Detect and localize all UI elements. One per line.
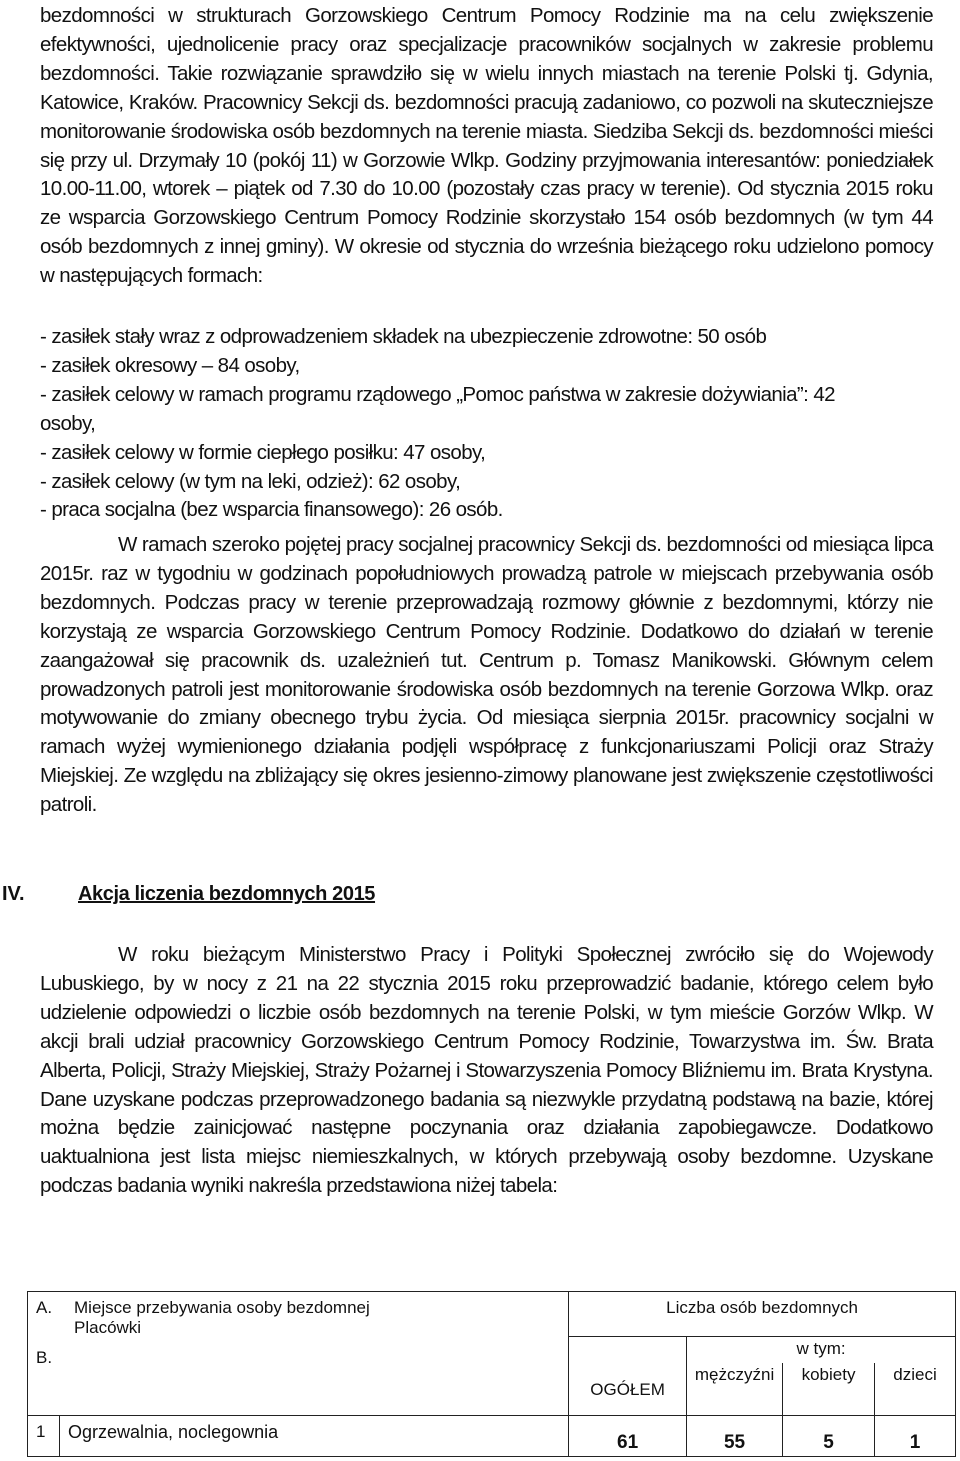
paragraph-patrols-text: W ramach szeroko pojętej pracy socjalnej pracownicy Sekcji ds. bezdomności od miesiąca lipca 2015r. raz w tygodniu w godzinach popołudniowych prowadzą patrole w miejscach przebywania osób bezdomnych. Podczas pracy w terenie przeprowadzają rozmowy głównie z bezdomnymi, którzy nie korzystają ze wsparcia Gorzowskiego Centrum Pomocy Rodzinie. Dodatkowo do działań w terenie zaangażował się pracownik ds. uzależnień tut. Centrum p. Tomasz Manikowski. Głównym celem prowadzonych patroli jest monitorowanie środowiska osób bezdomnych na terenie Gorzowa Wlkp. oraz motywowanie do zmiany obecnego trybu życia. Od miesiąca sierpnia 2015r. pracownicy socjalni w ramach wyżej wymienionego działania podjęli współpracę z funkcjonariuszami Policji oraz Straży Miejskiej. Ze względu na zbliżający się okres jesienno-zimowy planowane jest zwiększenie częstotliwości patroli. [40, 533, 933, 817]
place-header-cell [28, 1292, 569, 1416]
table-row [28, 1416, 956, 1457]
section-title: Akcja liczenia bezdomnych 2015 [78, 883, 376, 905]
place-header-line-2: Placówki [74, 1318, 142, 1337]
col-women-header: kobiety [783, 1363, 875, 1416]
list-item: - zasiłek okresowy – 84 osoby, [40, 353, 300, 377]
women-value: 5 [783, 1416, 875, 1457]
col-total-header: OGÓŁEM [569, 1337, 687, 1416]
homeless-count-table [27, 1291, 956, 1457]
place-header [74, 1298, 474, 1338]
table-mark-b: B. [36, 1348, 53, 1367]
table-header-row [28, 1292, 956, 1337]
col-children-header: dzieci [875, 1363, 956, 1416]
place-header-line-1: Miejsce przebywania osoby bezdomnej [74, 1298, 370, 1317]
list-item: - zasiłek celowy w ramach programu rządowego „Pomoc państwa w zakresie dożywiania”: 42 [40, 382, 835, 406]
row-number: 1 [36, 1422, 46, 1441]
paragraph-section-intro: bezdomności w strukturach Gorzowskiego Centrum Pomocy Rodzinie ma na celu zwiększenie efektywności, ujednolicenie pracy oraz specjalizacje pracowników socjalnych w zakresie problemu bezdomności. Takie rozwiązanie sprawdziło się w wielu innych miastach na terenie Polski tj. Gdynia, Katowice, Kraków. Pracownicy Sekcji ds. bezdomności pracują zadaniowo, co pozwoli na skuteczniejsze monitorowanie środowiska osób bezdomnych na terenie miasta. Siedziba Sekcji ds. bezdomności mieści się przy ul. Drzymały 10 (pokój 11) w Gorzowie Wlkp. Godziny przyjmowania interesantów: poniedziałek 10.00-11.00, wtorek – piątek od 7.30 do 10.00 (pozostały czas pracy w terenie). Od stycznia 2015 roku ze wsparcia Gorzowskiego Centrum Pomocy Rodzinie skorzystało 154 osób bezdomnych (w tym 44 osób bezdomnych z innej gminy). W okresie od stycznia do września bieżącego roku udzielono pomocy w następujących formach: [40, 4, 933, 288]
place-name: Ogrzewalnia, noclegownia [68, 1422, 279, 1442]
men-value: 55 [687, 1416, 783, 1457]
total-value: 61 [569, 1416, 687, 1457]
assistance-list [40, 323, 933, 525]
paragraph-homeless-count [40, 941, 933, 1201]
list-item: - zasiłek celowy (w tym na leki, odzież): 62 osoby, [40, 469, 461, 493]
section-number: IV. [2, 883, 25, 905]
list-item: - praca socjalna (bez wsparcia finansowego): 26 osób. [40, 498, 503, 522]
list-item: - zasiłek stały wraz z odprowadzeniem składek na ubezpieczenie zdrowotne: 50 osób [40, 325, 767, 348]
list-item: osoby, [40, 411, 96, 435]
children-value: 1 [875, 1416, 956, 1457]
list-item: - zasiłek celowy w formie ciepłego posiłku: 47 osoby, [40, 440, 486, 464]
count-header: Liczba osób bezdomnych [569, 1292, 956, 1337]
col-including-header: w tym: [687, 1337, 956, 1364]
col-men-header: mężczyźni [687, 1363, 783, 1416]
paragraph-homeless-count-text: W roku bieżącym Ministerstwo Pracy i Polityki Społecznej zwróciło się do Wojewody Lubuskiego, by w nocy z 21 na 22 stycznia 2015 roku przeprowadzić badanie, którego celem było udzielenie odpowiedzi o liczbie osób bezdomnych na terenie Polski, w tym mieście Gorzów Wlkp. W akcji brali udział pracownicy Gorzowskiego Centrum Pomocy Rodzinie, Towarzystwa im. Św. Brata Alberta, Policji, Straży Miejskiej, Straży Pożarnej i Stowarzyszenia Pomocy Bliźniemu im. Brata Krystyna. Dane uzyskane podczas przeprowadzonego badania są niezwykle przydatną podstawą na bazie, której można będzie zainicjować następne poczynania oraz działania zapobiegawcze. Dodatkowo uaktualniona jest lista miejsc niemieszkalnych, w których przebywają osoby bezdomne. Uzyskane podczas badania wyniki nakreśla przedstawiona niżej tabela: [40, 943, 933, 1198]
table-mark-a: A. [36, 1298, 53, 1317]
paragraph-patrols [40, 531, 933, 820]
row-number-divider [59, 1416, 60, 1456]
place-cell [28, 1416, 569, 1457]
